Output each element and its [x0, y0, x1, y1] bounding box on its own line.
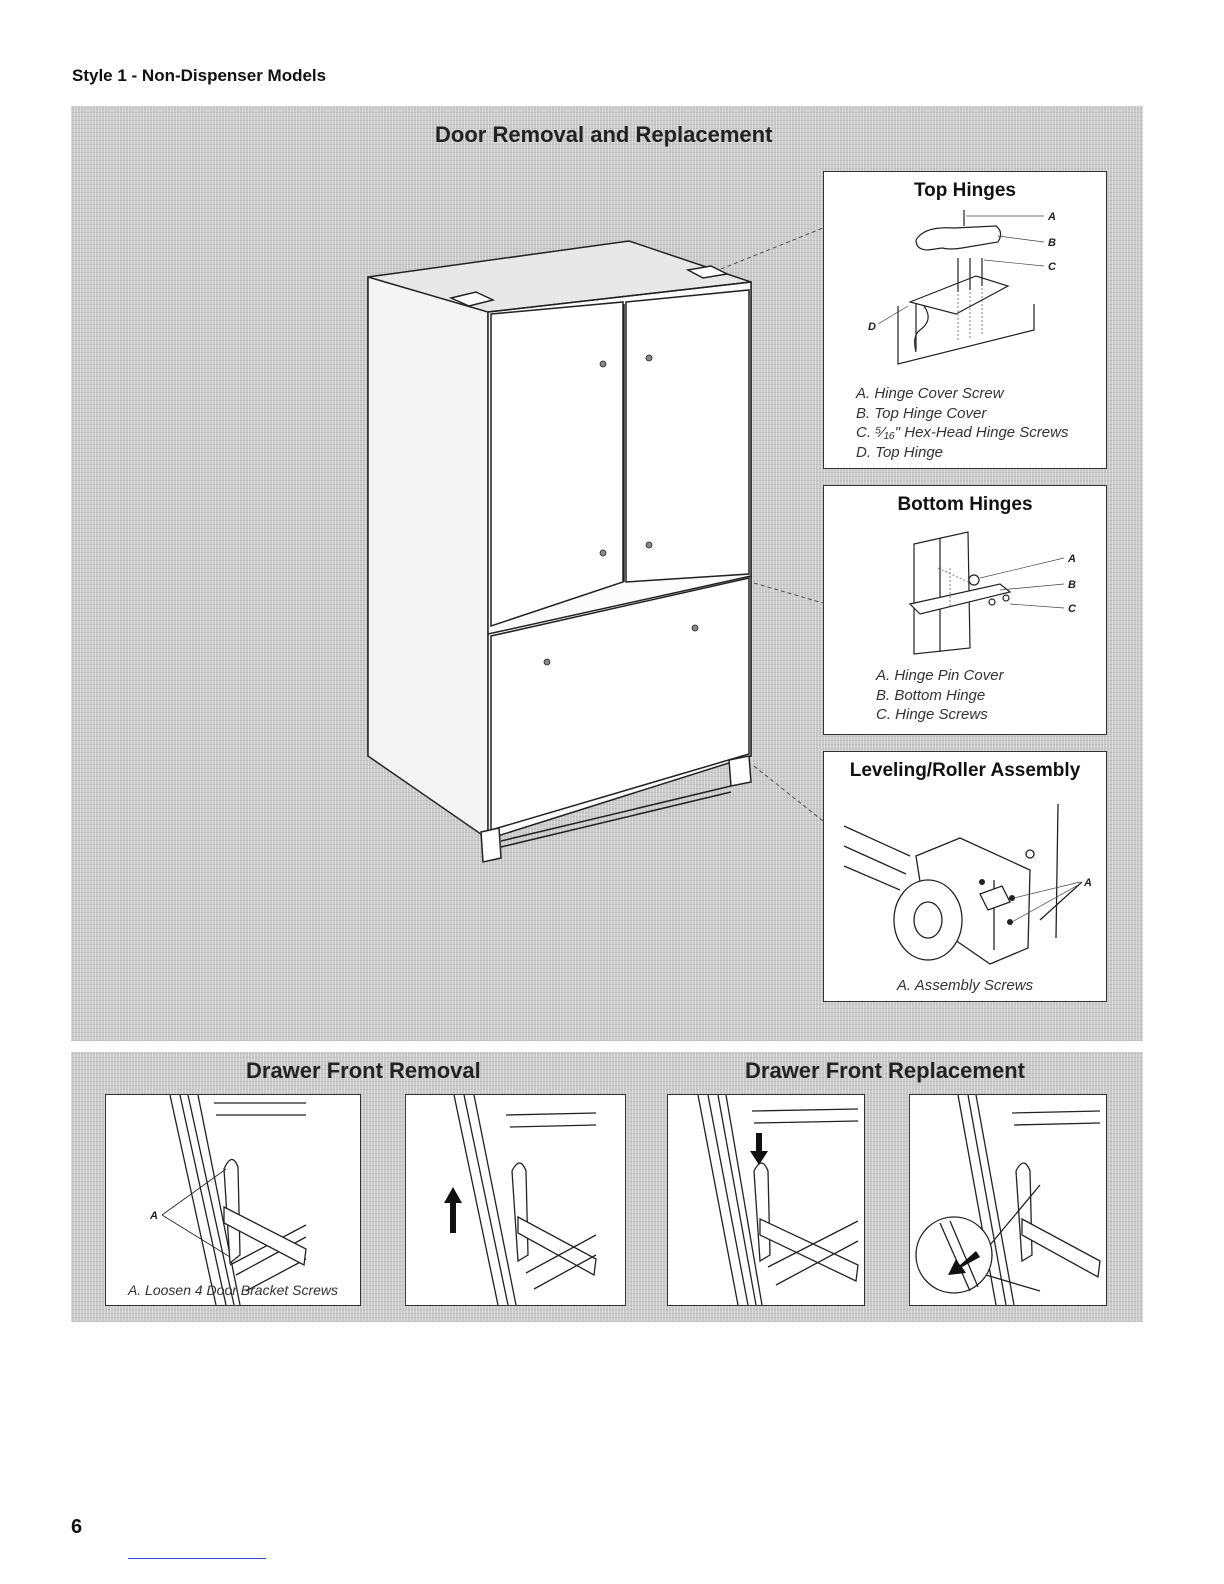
leveling-roller-legend — [824, 976, 1106, 996]
drawer-removal-step-2-diagram — [406, 1095, 625, 1305]
bottom-hinge-callout-c: C — [1068, 603, 1076, 615]
top-hinge-callout-c: C — [1048, 261, 1056, 273]
arrow-up-icon — [444, 1187, 462, 1233]
drawer-front-removal-heading: Drawer Front Removal — [246, 1058, 481, 1083]
drawer-front-replacement-heading: Drawer Front Replacement — [745, 1058, 1025, 1083]
page-number: 6 — [71, 1516, 83, 1538]
top-hinges-inset — [823, 171, 1107, 469]
drawer-removal-callout-a: A — [150, 1210, 158, 1222]
legend-item: C. Hinge Screws — [876, 706, 988, 723]
leveling-callout-a: A — [1084, 877, 1092, 889]
legend-item: B. Bottom Hinge — [876, 686, 986, 704]
legend-item: A. Hinge Pin Cover — [876, 667, 1004, 684]
drawer-replacement-step-2-diagram — [910, 1095, 1106, 1305]
drawer-front-panel — [71, 1052, 1143, 1322]
door-removal-heading: Door Removal and Replacement — [435, 122, 773, 147]
bottom-hinges-inset — [823, 485, 1107, 735]
footer-rule — [128, 1558, 266, 1559]
drawer-removal-caption: A. Loosen 4 Door Bracket Screws — [127, 1282, 339, 1298]
leveling-roller-diagram — [830, 790, 1100, 966]
bottom-hinge-diagram — [850, 524, 1080, 664]
leveling-roller-title: Leveling/Roller Assembly — [849, 760, 1081, 781]
top-hinge-callout-d: D — [868, 321, 876, 333]
top-hinges-legend — [856, 384, 1068, 462]
door-removal-panel — [71, 106, 1143, 1041]
top-hinges-title: Top Hinges — [913, 180, 1017, 201]
drawer-replacement-step-1-diagram — [668, 1095, 864, 1305]
drawer-removal-step-1-diagram — [106, 1095, 360, 1305]
bottom-hinges-title: Bottom Hinges — [897, 494, 1033, 515]
section-title: Style 1 - Non-Dispenser Models — [72, 66, 327, 85]
top-hinge-callout-a: A — [1048, 211, 1056, 223]
drawer-replacement-step-1 — [667, 1094, 865, 1306]
arrow-down-icon — [750, 1133, 768, 1165]
drawer-removal-step-2 — [405, 1094, 626, 1306]
drawer-replacement-step-2 — [909, 1094, 1107, 1306]
bottom-hinges-legend — [876, 666, 1004, 725]
leveling-roller-inset — [823, 751, 1107, 1002]
top-hinge-diagram — [858, 202, 1088, 382]
legend-item: B. Top Hinge Cover — [856, 404, 987, 422]
bottom-hinge-callout-b: B — [1068, 579, 1076, 591]
legend-item: A. Hinge Cover Screw — [856, 385, 1004, 402]
refrigerator-illustration — [71, 106, 831, 1041]
bottom-hinge-callout-a: A — [1068, 553, 1076, 565]
top-hinge-callout-b: B — [1048, 237, 1056, 249]
legend-item: C. ⁵⁄₁₆" Hex-Head Hinge Screws — [856, 424, 1069, 441]
legend-item: A. Assembly Screws — [896, 977, 1034, 994]
legend-item: D. Top Hinge — [856, 443, 943, 461]
drawer-removal-step-1 — [105, 1094, 361, 1306]
